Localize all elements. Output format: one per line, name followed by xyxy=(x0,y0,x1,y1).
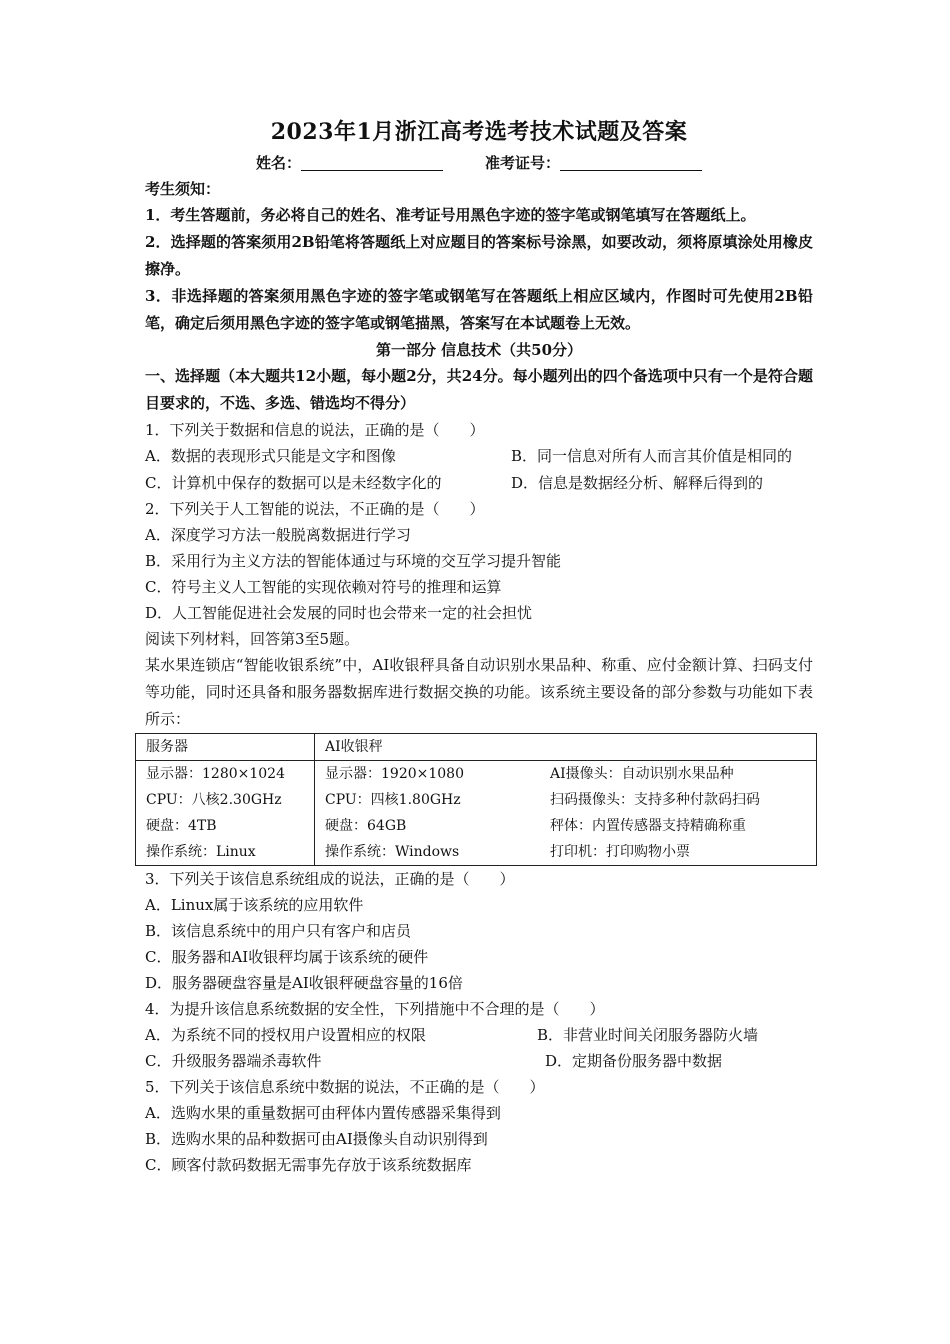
q5-option-b: B．选购水果的品种数据可由AI摄像头自动识别得到 xyxy=(145,1130,488,1148)
q3-option-a: A．Linux属于该系统的应用软件 xyxy=(145,896,364,914)
table-cell: 硬盘：4TB xyxy=(136,813,315,839)
q4-stem: 4．为提升该信息系统数据的安全性，下列措施中不合理的是（ ） xyxy=(145,1000,605,1018)
q5-option-a: A．选购水果的重量数据可由秤体内置传感器采集得到 xyxy=(145,1104,501,1122)
q3-option-b: B．该信息系统中的用户只有客户和店员 xyxy=(145,922,412,940)
table-row xyxy=(136,839,817,866)
notice-item-2: 2．选择题的答案须用2B铅笔将答题纸上对应题目的答案标号涂黑，如要改动，须将原填涂处用橡皮擦净。 xyxy=(145,233,813,278)
table-header-scale: AI收银秤 xyxy=(315,734,817,761)
q1-option-a: A．数据的表现形式只能是文字和图像 xyxy=(145,447,396,465)
q3-option-c: C．服务器和AI收银秤均属于该系统的硬件 xyxy=(145,948,429,966)
exam-no-label: 准考证号： xyxy=(485,154,561,172)
table-cell: 硬盘：64GB xyxy=(325,818,407,834)
table-cell: 扫码摄像头：支持多种付款码扫码 xyxy=(550,792,760,808)
q1-options-ab xyxy=(145,443,813,470)
exam-page xyxy=(145,114,813,1178)
q3-option-d: D．服务器硬盘容量是AI收银秤硬盘容量的16倍 xyxy=(145,974,463,992)
q4-option-a: A．为系统不同的授权用户设置相应的权限 xyxy=(145,1026,426,1044)
table-cell: 打印机：打印购物小票 xyxy=(550,844,690,860)
q1-stem: 1．下列关于数据和信息的说法，正确的是（ ） xyxy=(145,421,485,439)
q1-option-d: D．信息是数据经分析、解释后得到的 xyxy=(511,474,764,492)
q4-option-d: D．定期备份服务器中数据 xyxy=(545,1052,723,1070)
q4-options-cd xyxy=(145,1048,813,1074)
q3-stem: 3．下列关于该信息系统组成的说法，正确的是（ ） xyxy=(145,870,515,888)
table-header-row xyxy=(136,734,817,761)
q2-option-c: C．符号主义人工智能的实现依赖对符号的推理和运算 xyxy=(145,578,502,596)
table-cell: 操作系统：Linux xyxy=(136,839,315,866)
notice-item-3: 3．非选择题的答案须用黑色字迹的签字笔或钢笔写在答题纸上相应区域内，作图时可先使用2B铅笔，确定后须用黑色字迹的签字笔或钢笔描黑，答案写在本试题卷上无效。 xyxy=(145,287,813,332)
table-cell: 显示器：1920×1080 xyxy=(325,766,464,782)
table-cell: CPU：四核1.80GHz xyxy=(325,792,461,808)
table-cell: 秤体：内置传感器支持精确称重 xyxy=(550,818,746,834)
q4-option-b: B．非营业时间关闭服务器防火墙 xyxy=(537,1026,759,1044)
table-row xyxy=(136,813,817,839)
q2-option-b: B．采用行为主义方法的智能体通过与环境的交互学习提升智能 xyxy=(145,552,562,570)
table-cell: AI摄像头：自动识别水果品种 xyxy=(550,766,734,782)
notice-heading: 考生须知： xyxy=(145,180,221,198)
table-cell: 显示器：1280×1024 xyxy=(136,761,315,788)
q5-stem: 5．下列关于该信息系统中数据的说法，不正确的是（ ） xyxy=(145,1078,545,1096)
material-intro: 阅读下列材料，回答第3至5题。 xyxy=(145,630,360,648)
material-text: 某水果连锁店“智能收银系统”中，AI收银秤具备自动识别水果品种、称重、应付金额计算、扫码支付等功能，同时还具备和服务器数据库进行数据交换的功能。该系统主要设备的部分参数与功能如下表所示： xyxy=(145,656,813,728)
table-cell: CPU：八核2.30GHz xyxy=(136,787,315,813)
device-spec-table xyxy=(135,733,817,866)
candidate-id-line xyxy=(145,150,813,176)
q1-option-c: C．计算机中保存的数据可以是未经数字化的 xyxy=(145,474,442,492)
notice-item-1: 1．考生答题前，务必将自己的姓名、准考证号用黑色字迹的签字笔或钢笔填写在答题纸上。 xyxy=(145,206,756,224)
q2-stem: 2．下列关于人工智能的说法，不正确的是（ ） xyxy=(145,500,485,518)
q2-option-d: D．人工智能促进社会发展的同时也会带来一定的社会担忧 xyxy=(145,604,533,622)
q1-options-cd xyxy=(145,470,813,496)
table-cell: 操作系统：Windows xyxy=(325,844,460,860)
table-header-server: 服务器 xyxy=(136,734,315,761)
part-title: 第一部分 信息技术（共50分） xyxy=(375,341,583,359)
q1-option-b: B．同一信息对所有人而言其价值是相同的 xyxy=(511,447,793,465)
exam-no-blank xyxy=(560,154,702,171)
q4-option-c: C．升级服务器端杀毒软件 xyxy=(145,1052,322,1070)
q2-option-a: A．深度学习方法一般脱离数据进行学习 xyxy=(145,526,411,544)
name-blank xyxy=(301,154,443,171)
section-title: 一、选择题（本大题共12小题，每小题2分，共24分。每小题列出的四个备选项中只有一个是符合题目要求的，不选、多选、错选均不得分） xyxy=(145,367,813,412)
page-title: 2023年1月浙江高考选考技术试题及答案 xyxy=(270,119,688,145)
table-row xyxy=(136,761,817,788)
table-row xyxy=(136,787,817,813)
q4-options-ab xyxy=(145,1022,813,1048)
q5-option-c: C．顾客付款码数据无需事先存放于该系统数据库 xyxy=(145,1156,472,1174)
name-label: 姓名： xyxy=(255,154,301,172)
